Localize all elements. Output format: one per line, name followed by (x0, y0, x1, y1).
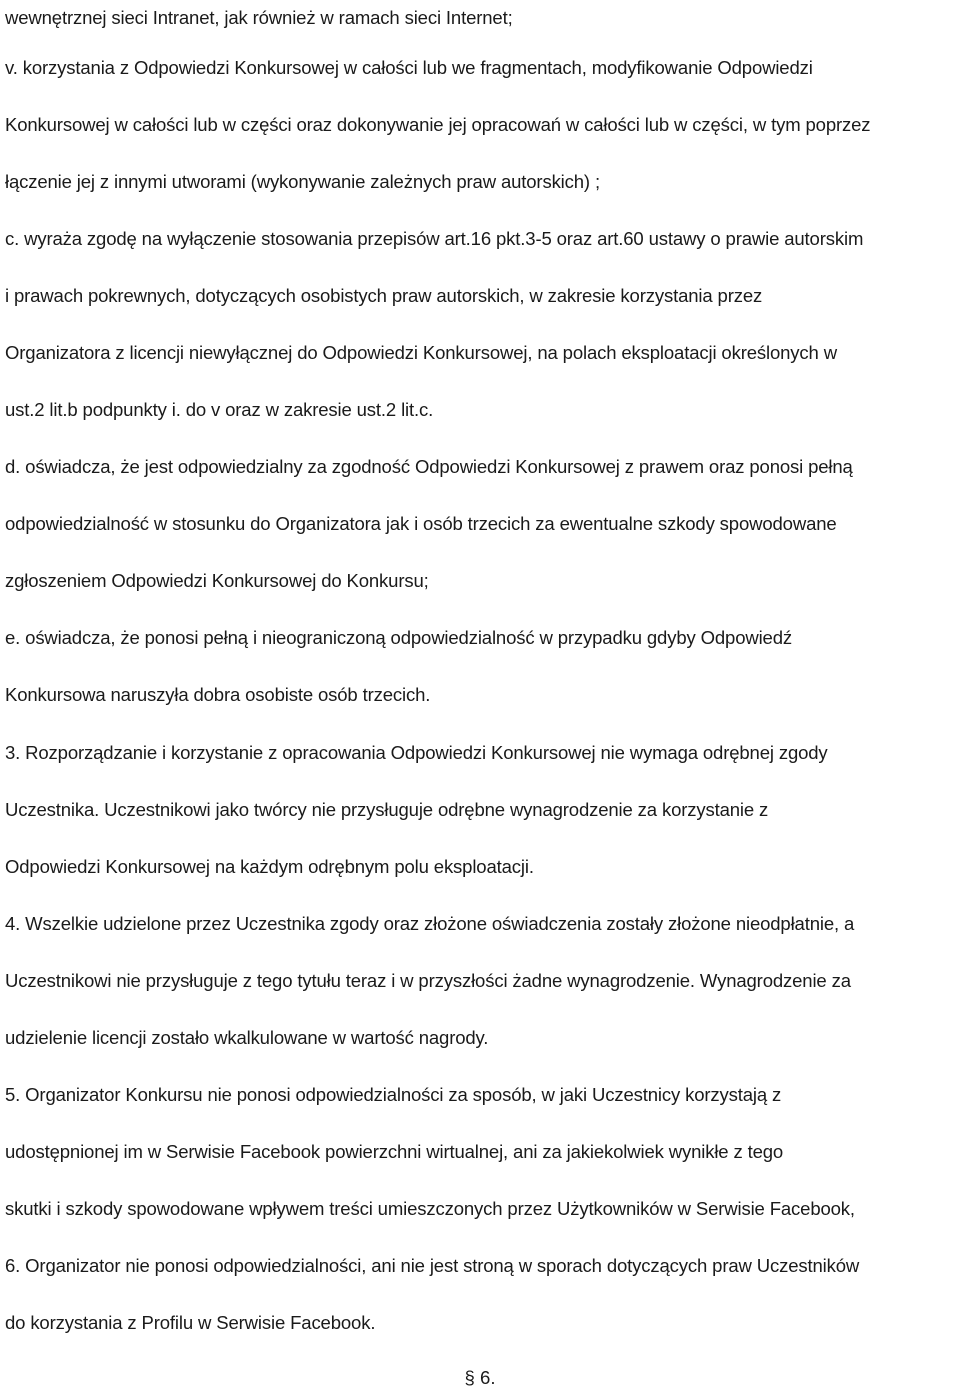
text-line: ust.2 lit.b podpunkty i. do v oraz w zakresie ust.2 lit.c. (5, 399, 434, 420)
text-line: Konkursowa naruszyła dobra osobiste osób trzecich. (5, 684, 431, 705)
text-line: Odpowiedzi Konkursowej na każdym odrębnym polu eksploatacji. (5, 856, 534, 877)
text-line: Uczestnikowi nie przysługuje z tego tytułu teraz i w przyszłości żadne wynagrodzenie. Wynagrodzenie za (5, 970, 851, 991)
text-line: odpowiedzialność w stosunku do Organizatora jak i osób trzecich za ewentualne szkody spowodowane (5, 513, 837, 534)
text-line: zgłoszeniem Odpowiedzi Konkursowej do Konkursu; (5, 570, 429, 591)
text-line: c. wyraża zgodę na wyłączenie stosowania przepisów art.16 pkt.3-5 oraz art.60 ustawy o prawie autorskim (5, 228, 864, 249)
text-line: Organizatora z licencji niewyłącznej do Odpowiedzi Konkursowej, na polach eksploatacji określonych w (5, 342, 837, 363)
text-line: Konkursowej w całości lub w części oraz dokonywanie jej opracowań w całości lub w części, w tym poprzez (5, 114, 871, 135)
text-line: Uczestnika. Uczestnikowi jako twórcy nie przysługuje odrębne wynagrodzenie za korzystanie z (5, 799, 769, 820)
text-line: i prawach pokrewnych, dotyczących osobistych praw autorskich, w zakresie korzystania przez (5, 285, 763, 306)
text-line: 3. Rozporządzanie i korzystanie z opracowania Odpowiedzi Konkursowej nie wymaga odrębnej zgody (5, 742, 828, 763)
text-line: e. oświadcza, że ponosi pełną i nieograniczoną odpowiedzialność w przypadku gdyby Odpowiedź (5, 627, 792, 648)
text-line: wewnętrznej sieci Intranet, jak również w ramach sieci Internet; (5, 7, 513, 28)
text-line: udzielenie licencji zostało wkalkulowane w wartość nagrody. (5, 1027, 489, 1048)
text-line: skutki i szkody spowodowane wpływem treści umieszczonych przez Użytkowników w Serwisie Facebook, (5, 1198, 855, 1219)
text-line: do korzystania z Profilu w Serwisie Facebook. (5, 1312, 376, 1333)
text-line: 6. Organizator nie ponosi odpowiedzialności, ani nie jest stroną w sporach dotyczących praw Uczestników (5, 1255, 860, 1276)
text-line: łączenie jej z innymi utworami (wykonywanie zależnych praw autorskich) ; (5, 171, 600, 192)
text-line: 5. Organizator Konkursu nie ponosi odpowiedzialności za sposób, w jaki Uczestnicy korzystają z (5, 1084, 782, 1105)
section-heading: § 6. (464, 1367, 496, 1388)
text-line: d. oświadcza, że jest odpowiedzialny za zgodność Odpowiedzi Konkursowej z prawem oraz ponosi pełną (5, 456, 853, 477)
text-line: udostępnionej im w Serwisie Facebook powierzchni wirtualnej, ani za jakiekolwiek wynikłe z tego (5, 1141, 784, 1162)
text-line: v. korzystania z Odpowiedzi Konkursowej w całości lub we fragmentach, modyfikowanie Odpowiedzi (5, 57, 813, 78)
text-line: 4. Wszelkie udzielone przez Uczestnika zgody oraz złożone oświadczenia zostały złożone nieodpłatnie, a (5, 913, 855, 934)
